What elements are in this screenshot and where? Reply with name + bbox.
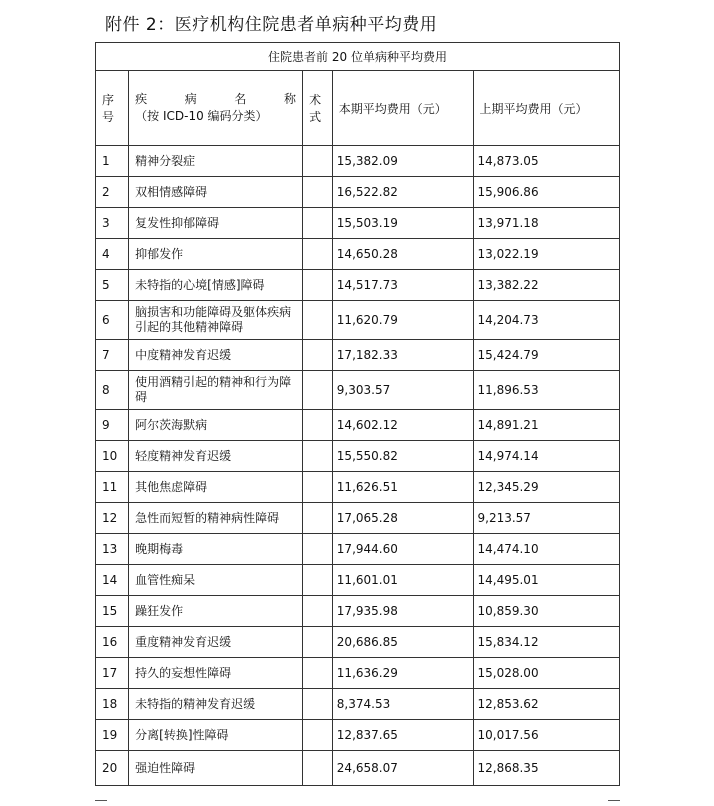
cell-seq: 4 [96,239,129,270]
cell-operation [303,627,333,658]
cell-disease-name: 轻度精神发育迟缓 [129,441,303,472]
cell-current-cost: 17,065.28 [332,503,473,534]
header-disease-name-chars [135,91,296,108]
cell-seq: 2 [96,177,129,208]
cell-previous-cost: 14,474.10 [473,534,620,565]
cell-seq: 3 [96,208,129,239]
cell-disease-name: 晚期梅毒 [129,534,303,565]
cell-seq: 11 [96,472,129,503]
cell-disease-name: 重度精神发育迟缓 [129,627,303,658]
table-row [96,371,620,410]
cell-current-cost: 12,837.65 [332,720,473,751]
table-row [96,534,620,565]
table-row [96,301,620,340]
cell-seq: 14 [96,565,129,596]
cost-table-container [95,42,620,786]
cost-table [95,42,620,786]
cell-current-cost: 11,636.29 [332,658,473,689]
cell-seq: 6 [96,301,129,340]
cell-current-cost: 16,522.82 [332,177,473,208]
cell-previous-cost: 13,382.22 [473,270,620,301]
cell-seq: 7 [96,340,129,371]
header-name-char: 疾 [135,92,148,106]
cell-operation [303,270,333,301]
cell-previous-cost: 9,213.57 [473,503,620,534]
table-caption: 住院患者前 20 位单病种平均费用 [96,43,620,71]
cell-previous-cost: 14,974.14 [473,441,620,472]
cell-current-cost: 14,517.73 [332,270,473,301]
footer-rule-left [95,800,107,801]
header-seq: 序号 [96,71,129,146]
cell-disease-name: 未特指的精神发育迟缓 [129,689,303,720]
cell-previous-cost: 15,906.86 [473,177,620,208]
cell-disease-name: 其他焦虑障碍 [129,472,303,503]
cell-disease-name: 分离[转换]性障碍 [129,720,303,751]
table-row [96,627,620,658]
cell-previous-cost: 13,971.18 [473,208,620,239]
header-current-cost: 本期平均费用（元） [332,71,473,146]
cell-disease-name: 脑损害和功能障碍及躯体疾病引起的其他精神障碍 [129,301,303,340]
cell-seq: 5 [96,270,129,301]
cell-previous-cost: 14,873.05 [473,146,620,177]
cell-previous-cost: 15,424.79 [473,340,620,371]
cell-previous-cost: 14,495.01 [473,565,620,596]
header-name-char: 称 [284,92,297,106]
cell-seq: 18 [96,689,129,720]
cell-seq: 12 [96,503,129,534]
cell-operation [303,565,333,596]
header-previous-cost: 上期平均费用（元） [473,71,620,146]
cell-previous-cost: 14,891.21 [473,410,620,441]
cell-disease-name: 强迫性障碍 [129,751,303,786]
header-disease-name-sub: （按 ICD-10 编码分类） [135,109,268,123]
cell-operation [303,503,333,534]
cell-seq: 8 [96,371,129,410]
cell-previous-cost: 12,853.62 [473,689,620,720]
footer-rule-right [608,800,620,801]
cell-current-cost: 14,650.28 [332,239,473,270]
table-row [96,720,620,751]
table-row [96,208,620,239]
cell-disease-name: 急性而短暂的精神病性障碍 [129,503,303,534]
cell-operation [303,340,333,371]
cell-operation [303,751,333,786]
cell-disease-name: 未特指的心境[情感]障碍 [129,270,303,301]
table-row [96,177,620,208]
cell-operation [303,301,333,340]
cell-previous-cost: 12,345.29 [473,472,620,503]
cell-current-cost: 24,658.07 [332,751,473,786]
cell-seq: 9 [96,410,129,441]
table-row [96,503,620,534]
table-row [96,689,620,720]
header-name-char: 名 [234,92,247,106]
cell-seq: 19 [96,720,129,751]
cell-disease-name: 中度精神发育迟缓 [129,340,303,371]
cell-operation [303,208,333,239]
cell-disease-name: 躁狂发作 [129,596,303,627]
cell-previous-cost: 12,868.35 [473,751,620,786]
table-row [96,441,620,472]
cell-seq: 10 [96,441,129,472]
table-row [96,472,620,503]
cell-current-cost: 17,935.98 [332,596,473,627]
cell-current-cost: 15,382.09 [332,146,473,177]
cell-operation [303,472,333,503]
cell-operation [303,658,333,689]
cell-operation [303,720,333,751]
table-row [96,658,620,689]
header-name-char: 病 [184,92,197,106]
cell-disease-name: 持久的妄想性障碍 [129,658,303,689]
cell-operation [303,239,333,270]
table-row [96,239,620,270]
cell-operation [303,410,333,441]
cell-disease-name: 血管性痴呆 [129,565,303,596]
cell-disease-name: 复发性抑郁障碍 [129,208,303,239]
cell-current-cost: 15,550.82 [332,441,473,472]
table-caption-row [96,43,620,71]
cell-current-cost: 17,182.33 [332,340,473,371]
cell-current-cost: 11,620.79 [332,301,473,340]
cell-operation [303,371,333,410]
cell-previous-cost: 15,028.00 [473,658,620,689]
cell-previous-cost: 10,017.56 [473,720,620,751]
cell-current-cost: 17,944.60 [332,534,473,565]
cell-current-cost: 11,626.51 [332,472,473,503]
cell-disease-name: 阿尔茨海默病 [129,410,303,441]
cell-seq: 16 [96,627,129,658]
document-title: 附件 2：医疗机构住院患者单病种平均费用 [105,15,438,35]
table-row [96,596,620,627]
cell-previous-cost: 14,204.73 [473,301,620,340]
cell-operation [303,146,333,177]
table-row [96,565,620,596]
cell-previous-cost: 15,834.12 [473,627,620,658]
cell-seq: 17 [96,658,129,689]
table-row [96,410,620,441]
cell-operation [303,596,333,627]
cell-disease-name: 使用酒精引起的精神和行为障碍 [129,371,303,410]
cell-disease-name: 双相情感障碍 [129,177,303,208]
cell-seq: 15 [96,596,129,627]
cell-disease-name: 精神分裂症 [129,146,303,177]
cell-seq: 20 [96,751,129,786]
cell-previous-cost: 11,896.53 [473,371,620,410]
table-row [96,751,620,786]
cell-current-cost: 20,686.85 [332,627,473,658]
cell-operation [303,177,333,208]
cell-current-cost: 11,601.01 [332,565,473,596]
header-operation: 术式 [303,71,333,146]
header-disease-name [129,71,303,146]
cell-operation [303,534,333,565]
cell-current-cost: 15,503.19 [332,208,473,239]
table-row [96,146,620,177]
cell-current-cost: 9,303.57 [332,371,473,410]
cell-previous-cost: 13,022.19 [473,239,620,270]
cell-current-cost: 8,374.53 [332,689,473,720]
table-row [96,340,620,371]
cell-current-cost: 14,602.12 [332,410,473,441]
cell-seq: 1 [96,146,129,177]
cell-disease-name: 抑郁发作 [129,239,303,270]
table-row [96,270,620,301]
table-header-row [96,71,620,146]
cell-operation [303,689,333,720]
cell-operation [303,441,333,472]
cell-seq: 13 [96,534,129,565]
cell-previous-cost: 10,859.30 [473,596,620,627]
